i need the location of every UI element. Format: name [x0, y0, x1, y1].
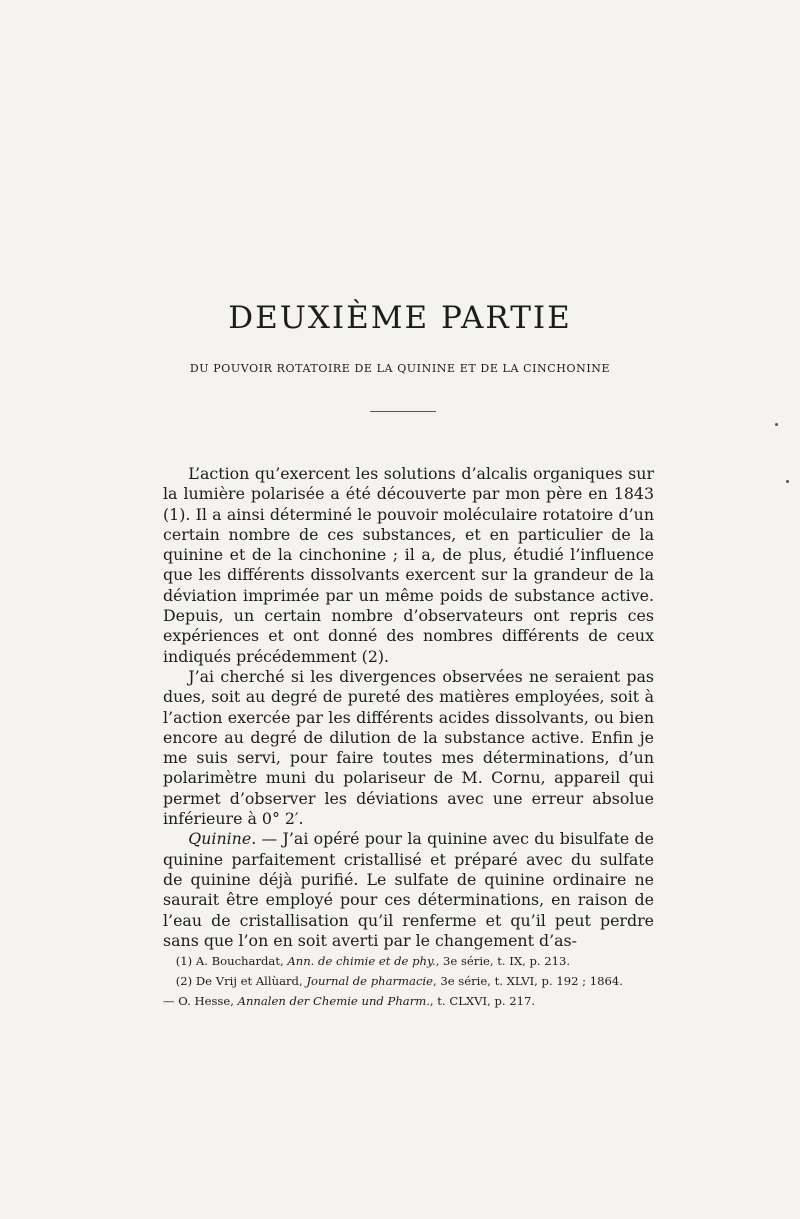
footnote-3-ref: , t. CLXVI, p. 217. — [429, 994, 536, 1008]
paragraph-2: J’ai cherché si les divergences observées ne seraient pas dues, soit au degré de pureté des matières employées, soit à l’action exercée par les différents acides dissolvants, ou bien encore au degré de dilution de la substance active. Enfin je me suis servi, pour faire toutes mes déterminations, d’un polarimètre muni du polariseur de M. Cornu, appareil qui permet d’observer les déviations avec une erreur absolue inférieure à 0° 2′. — [163, 666, 654, 829]
part-title: DEUXIÈME PARTIE — [228, 300, 572, 336]
page-speck — [786, 480, 789, 483]
footnote-3-author: — O. Hesse, — [163, 994, 238, 1008]
footnote-1 — [163, 951, 654, 971]
footnote-2-author: (2) De Vrij et Allùard, — [175, 974, 307, 988]
footnote-2-journal: Journal de pharmacie — [306, 974, 434, 988]
paragraph-3-text: — J’ai opéré pour la quinine avec du bisulfate de quinine parfaitement cristallisé et préparé avec du sulfate de quinine déjà purifié. Le sulfate de quinine ordinaire ne saurait être employé pour ces déterminations, en raison de l’eau de cristallisation qu’il renferme et qu’il peut perdre sans que l’on en soit averti par le changement d’as- — [163, 829, 654, 950]
footnote-1-author: (1) A. Bouchardat, — [175, 954, 288, 968]
page-speck — [775, 423, 778, 426]
chapter-subtitle: DU POUVOIR ROTATOIRE DE LA QUININE ET DE LA CINCHONINE — [189, 362, 611, 375]
footnote-1-journal: Ann. de chimie et de phy. — [287, 954, 436, 968]
main-text — [163, 464, 654, 951]
footnote-2-ref: , 3e série, t. XLVI, p. 192 ; 1864. — [433, 974, 623, 988]
footnote-2-continuation — [163, 991, 654, 1011]
footnote-2 — [163, 971, 654, 991]
paragraph-3-lead: Quinine. — [188, 829, 257, 849]
separator-rule — [370, 411, 436, 412]
footnote-3-journal: Annalen der Chemie und Pharm. — [237, 994, 430, 1008]
paragraph-1: L’action qu’exercent les solutions d’alcalis organiques sur la lumière polarisée a été découverte par mon père en 1843 (1). Il a ainsi déterminé le pouvoir moléculaire rotatoire d’un certain nombre de ces substances, et en particulier de la quinine et de la cinchonine ; il a, de plus, étudié l’influence que les différents dissolvants exercent sur la grandeur de la déviation imprimée par un même poids de substance active. Depuis, un certain nombre d’observateurs ont repris ces expériences et ont donné des nombres différents de ceux indiqués précédemment (2). — [163, 464, 654, 666]
paragraph-3 — [163, 829, 654, 951]
footnote-1-ref: , 3e série, t. IX, p. 213. — [435, 954, 571, 968]
footnotes — [163, 951, 654, 1011]
